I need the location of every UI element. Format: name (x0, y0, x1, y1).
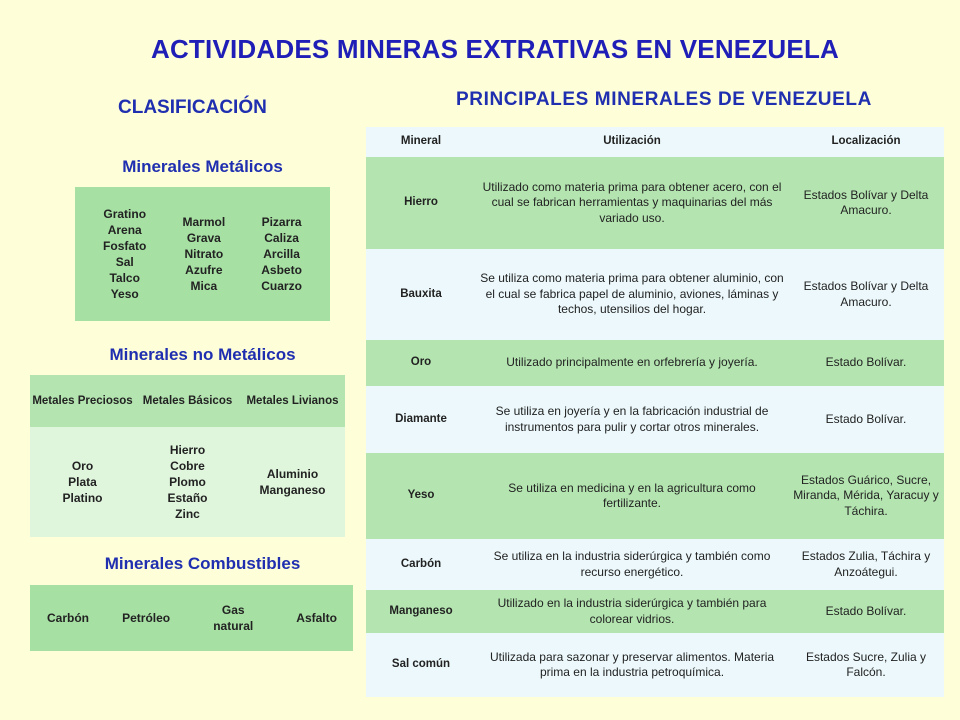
loc-cell: Estados Sucre, Zulia y Falcón. (788, 633, 944, 697)
mineral-item: Gratino (103, 207, 147, 221)
clasificacion-heading: CLASIFICACIÓN (118, 97, 267, 118)
mineral-item: Plomo (169, 475, 206, 489)
no-metalicos-header-row (30, 375, 345, 427)
uso-cell: Utilizada para sazonar y preservar alimentos. Materia prima en la industria petroquímica. (476, 633, 788, 697)
mineral-item: Oro (71, 459, 94, 473)
metalicos-column (182, 214, 225, 294)
uso-cell: Utilizado en la industria siderúrgica y también para colorear vidrios. (476, 590, 788, 633)
mineral-item: Manganeso (259, 483, 326, 497)
mineral-cell: Oro (366, 340, 476, 386)
table-row (366, 386, 944, 453)
no-metalicos-table (30, 375, 345, 537)
combustible-item: Petróleo (122, 611, 171, 625)
no-metalicos-heading: Minerales no Metálicos (109, 345, 296, 364)
combustible-item: Gas natural (213, 603, 254, 633)
loc-cell: Estados Guárico, Sucre, Miranda, Mérida, Yaracuy y Táchira. (788, 453, 944, 539)
mineral-item: Sal (115, 255, 134, 269)
loc-cell: Estados Bolívar y Delta Amacuro. (788, 249, 944, 340)
uso-cell: Se utiliza como materia prima para obtener aluminio, con el cual se fabrica papel de aluminio, aviones, láminas y techos, utensilios del hogar. (476, 249, 788, 340)
header-cell: Mineral (366, 127, 476, 157)
metalicos-heading: Minerales Metálicos (122, 157, 283, 176)
table-row (366, 157, 944, 249)
mineral-item: Estaño (167, 491, 208, 505)
header-cell: Metales Preciosos (32, 394, 133, 407)
combustible-item: Asfalto (296, 611, 337, 625)
mineral-cell: Yeso (366, 453, 476, 539)
body-cell (240, 427, 345, 537)
mineral-item: Cobre (170, 459, 205, 473)
mineral-item: Talco (109, 271, 140, 285)
mineral-item: Marmol (182, 215, 226, 229)
mineral-item: Cuarzo (261, 279, 302, 293)
loc-cell: Estado Bolívar. (788, 590, 944, 633)
uso-cell: Utilizado como materia prima para obtener acero, con el cual se fabrican herramientas y maquinarias del más variado uso. (476, 157, 788, 249)
header-cell: Localización (788, 127, 944, 157)
mineral-cell: Diamante (366, 386, 476, 453)
mineral-item: Arena (107, 223, 142, 237)
body-cell (135, 427, 240, 537)
principales-table (366, 127, 944, 697)
mineral-item: Grava (186, 231, 221, 245)
header-cell: Metales Livianos (246, 394, 339, 407)
header-cell: Utilización (476, 127, 788, 157)
uso-cell: Utilizado principalmente en orfebrería y joyería. (476, 340, 788, 386)
mineral-item: Asbeto (261, 263, 302, 277)
metalicos-column (261, 214, 302, 294)
loc-cell: Estado Bolívar. (788, 340, 944, 386)
table-row (366, 539, 944, 590)
mineral-item: Yeso (110, 287, 139, 301)
combustible-item: Carbón (47, 611, 89, 625)
uso-cell: Se utiliza en la industria siderúrgica y también como recurso energético. (476, 539, 788, 590)
header-cell: Metales Básicos (142, 394, 233, 407)
mineral-item: Azufre (185, 263, 223, 277)
principales-heading: PRINCIPALES MINERALES DE VENEZUELA (456, 89, 872, 110)
table-row (366, 453, 944, 539)
loc-cell: Estados Zulia, Táchira y Anzoátegui. (788, 539, 944, 590)
uso-cell: Se utiliza en joyería y en la fabricación industrial de instrumentos para pulir y cortar otros minerales. (476, 386, 788, 453)
table-row (366, 590, 944, 633)
loc-cell: Estados Bolívar y Delta Amacuro. (788, 157, 944, 249)
table-row (366, 633, 944, 697)
combustibles-box (30, 585, 353, 651)
mineral-item: Arcilla (263, 247, 300, 261)
metalicos-column (103, 206, 146, 302)
mineral-item: Plata (68, 475, 97, 489)
mineral-cell: Carbón (366, 539, 476, 590)
mineral-cell: Hierro (366, 157, 476, 249)
mineral-cell: Bauxita (366, 249, 476, 340)
body-cell (30, 427, 135, 537)
mineral-cell: Manganeso (366, 590, 476, 633)
combustibles-heading: Minerales Combustibles (104, 554, 301, 573)
page-title: ACTIVIDADES MINERAS EXTRATIVAS EN VENEZUELA (150, 34, 840, 64)
loc-cell: Estado Bolívar. (788, 386, 944, 453)
mineral-item: Aluminio (266, 467, 319, 481)
table-row (366, 340, 944, 386)
mineral-item: Caliza (264, 231, 299, 245)
metalicos-box (75, 187, 330, 321)
mineral-item: Fosfato (103, 239, 147, 253)
mineral-cell: Sal común (366, 633, 476, 697)
table-header-row (366, 127, 944, 157)
mineral-item: Pizarra (261, 215, 302, 229)
no-metalicos-body-row (30, 427, 345, 537)
mineral-item: Zinc (175, 507, 200, 521)
mineral-item: Platino (62, 491, 103, 505)
table-row (366, 249, 944, 340)
mineral-item: Nitrato (184, 247, 224, 261)
uso-cell: Se utiliza en medicina y en la agricultura como fertilizante. (476, 453, 788, 539)
mineral-item: Mica (190, 279, 218, 293)
mineral-item: Hierro (169, 443, 206, 457)
